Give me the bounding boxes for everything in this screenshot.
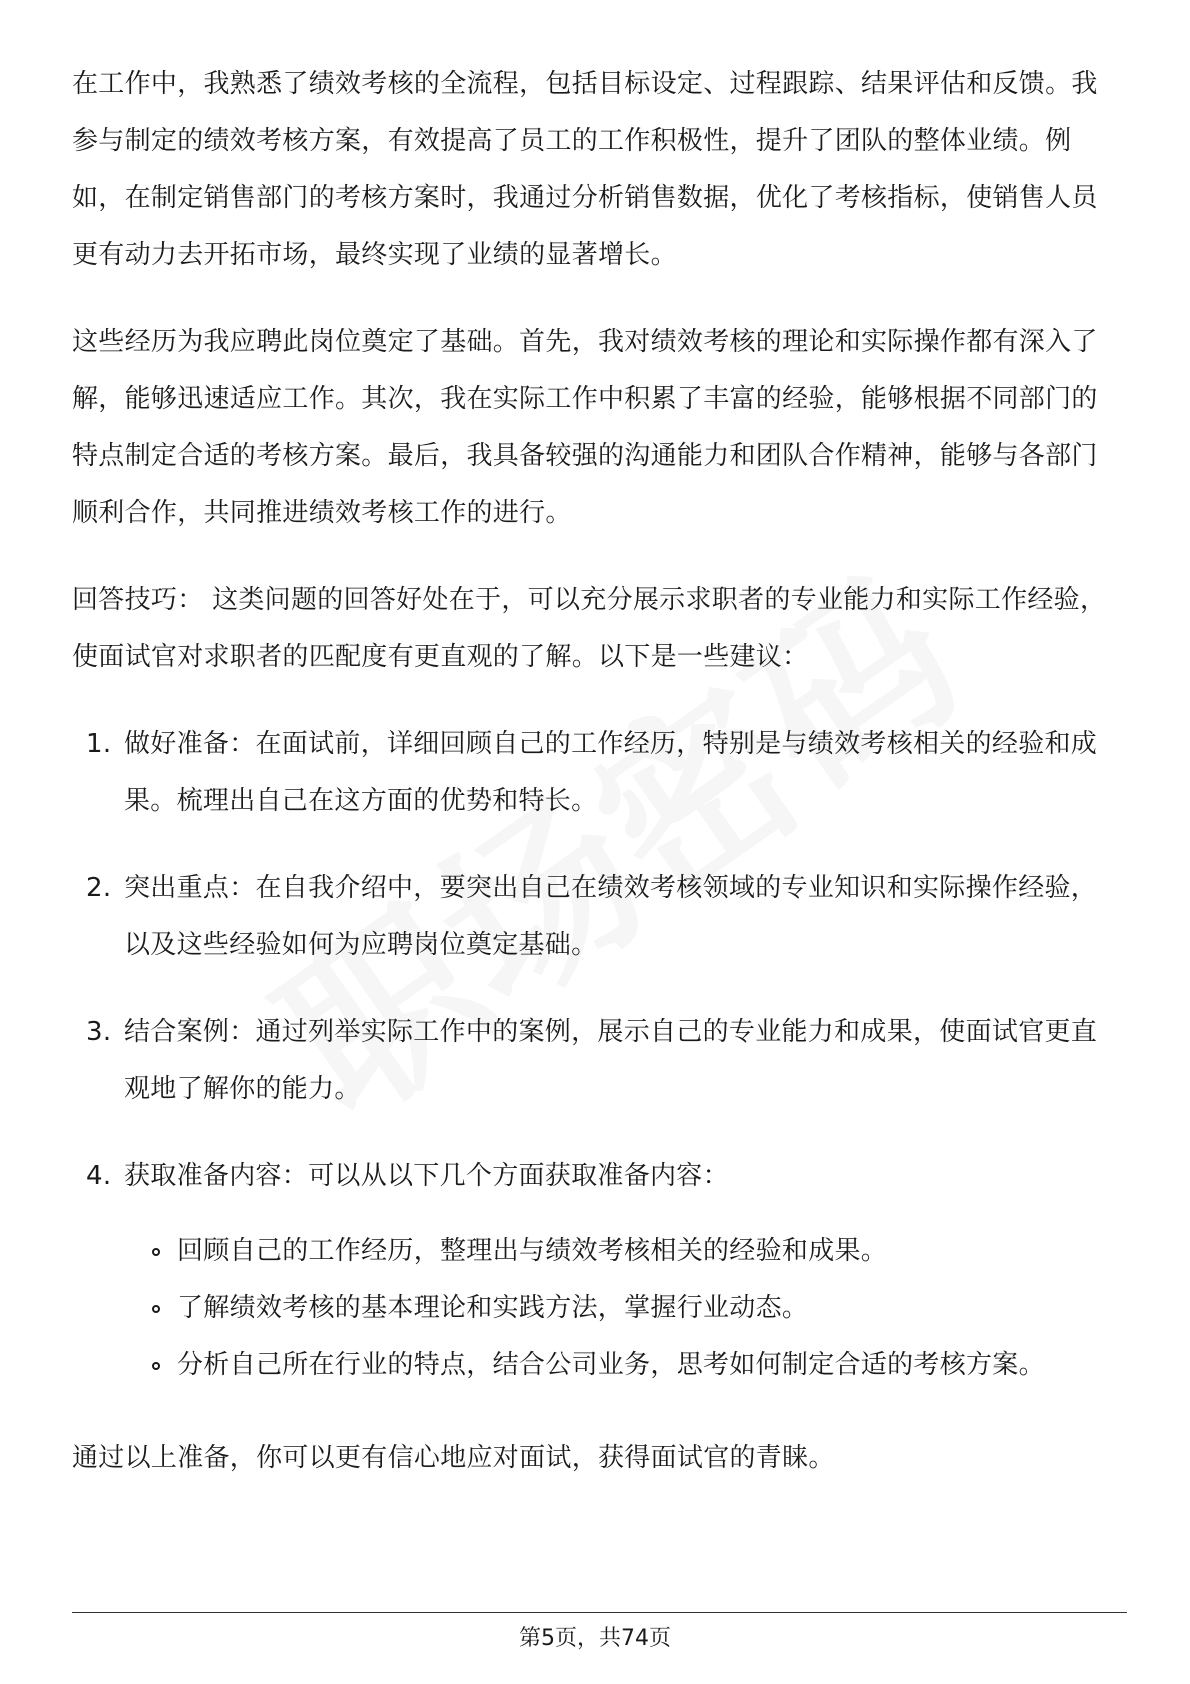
- paragraph-closing: 通过以上准备，你可以更有信心地应对面试，获得面试官的青睐。: [72, 1443, 835, 1473]
- paragraph-work-experience: 在工作中，我熟悉了绩效考核的全流程，包括目标设定、过程跟踪、结果评估和反馈。我参与制定的绩效考核方案，有效提高了员工的工作积极性，提升了团队的整体业绩。例如，在制定销售部门的考核方案时，我通过分析销售数据，优化了考核指标，使销售人员更有动力去开拓市场，最终实现了业绩的显著增长。: [72, 69, 1098, 270]
- list-item: [72, 716, 1122, 830]
- list-item-text: 获取准备内容：可以从以下几个方面获取准备内容：: [124, 1161, 729, 1191]
- paragraph-answer-tips: 回答技巧： 这类问题的回答好处在于，可以充分展示求职者的专业能力和实际工作经验，使面试官对求职者的匹配度有更直观的了解。以下是一些建议：: [72, 585, 1107, 672]
- list-item-number: 1.: [86, 729, 112, 759]
- sub-list-item-text: 回顾自己的工作经历，整理出与绩效考核相关的经验和成果。: [177, 1236, 888, 1266]
- list-item: [72, 1004, 1122, 1118]
- footer-divider: [72, 1612, 1127, 1613]
- list-item-text: 做好准备：在面试前，详细回顾自己的工作经历，特别是与绩效考核相关的经验和成果。梳理出自己在这方面的优势和特长。: [124, 729, 1098, 816]
- list-item-number: 3.: [86, 1017, 112, 1047]
- list-item: [72, 1148, 1122, 1205]
- list-item-number: 2.: [86, 873, 112, 903]
- list-item-text: 突出重点：在自我介绍中，要突出自己在绩效考核领域的专业知识和实际操作经验，以及这些经验如何为应聘岗位奠定基础。: [124, 873, 1098, 960]
- paragraph-foundation: 这些经历为我应聘此岗位奠定了基础。首先，我对绩效考核的理论和实际操作都有深入了解，能够迅速适应工作。其次，我在实际工作中积累了丰富的经验，能够根据不同部门的特点制定合适的考核方案。最后，我具备较强的沟通能力和团队合作精神，能够与各部门顺利合作，共同推进绩效考核工作的进行。: [72, 327, 1098, 528]
- tips-ordered-list: [72, 716, 1122, 1205]
- sub-list-item: [72, 1337, 1122, 1394]
- sub-list-item: [72, 1280, 1122, 1337]
- document-body: [72, 56, 1122, 1517]
- sub-list-item: [72, 1223, 1122, 1280]
- circle-bullet-icon: [152, 1248, 160, 1256]
- circle-bullet-icon: [152, 1305, 160, 1313]
- sub-list-item-text: 分析自己所在行业的特点，结合公司业务，思考如何制定合适的考核方案。: [177, 1350, 1045, 1380]
- list-item-number: 4.: [86, 1161, 112, 1191]
- preparation-sub-list: [72, 1223, 1122, 1394]
- list-item-text: 结合案例：通过列举实际工作中的案例，展示自己的专业能力和成果，使面试官更直观地了解你的能力。: [124, 1017, 1098, 1104]
- page-number: 第5页，共74页: [519, 1626, 671, 1651]
- sub-list-item-text: 了解绩效考核的基本理论和实践方法，掌握行业动态。: [177, 1293, 809, 1323]
- circle-bullet-icon: [152, 1362, 160, 1370]
- list-item: [72, 860, 1122, 974]
